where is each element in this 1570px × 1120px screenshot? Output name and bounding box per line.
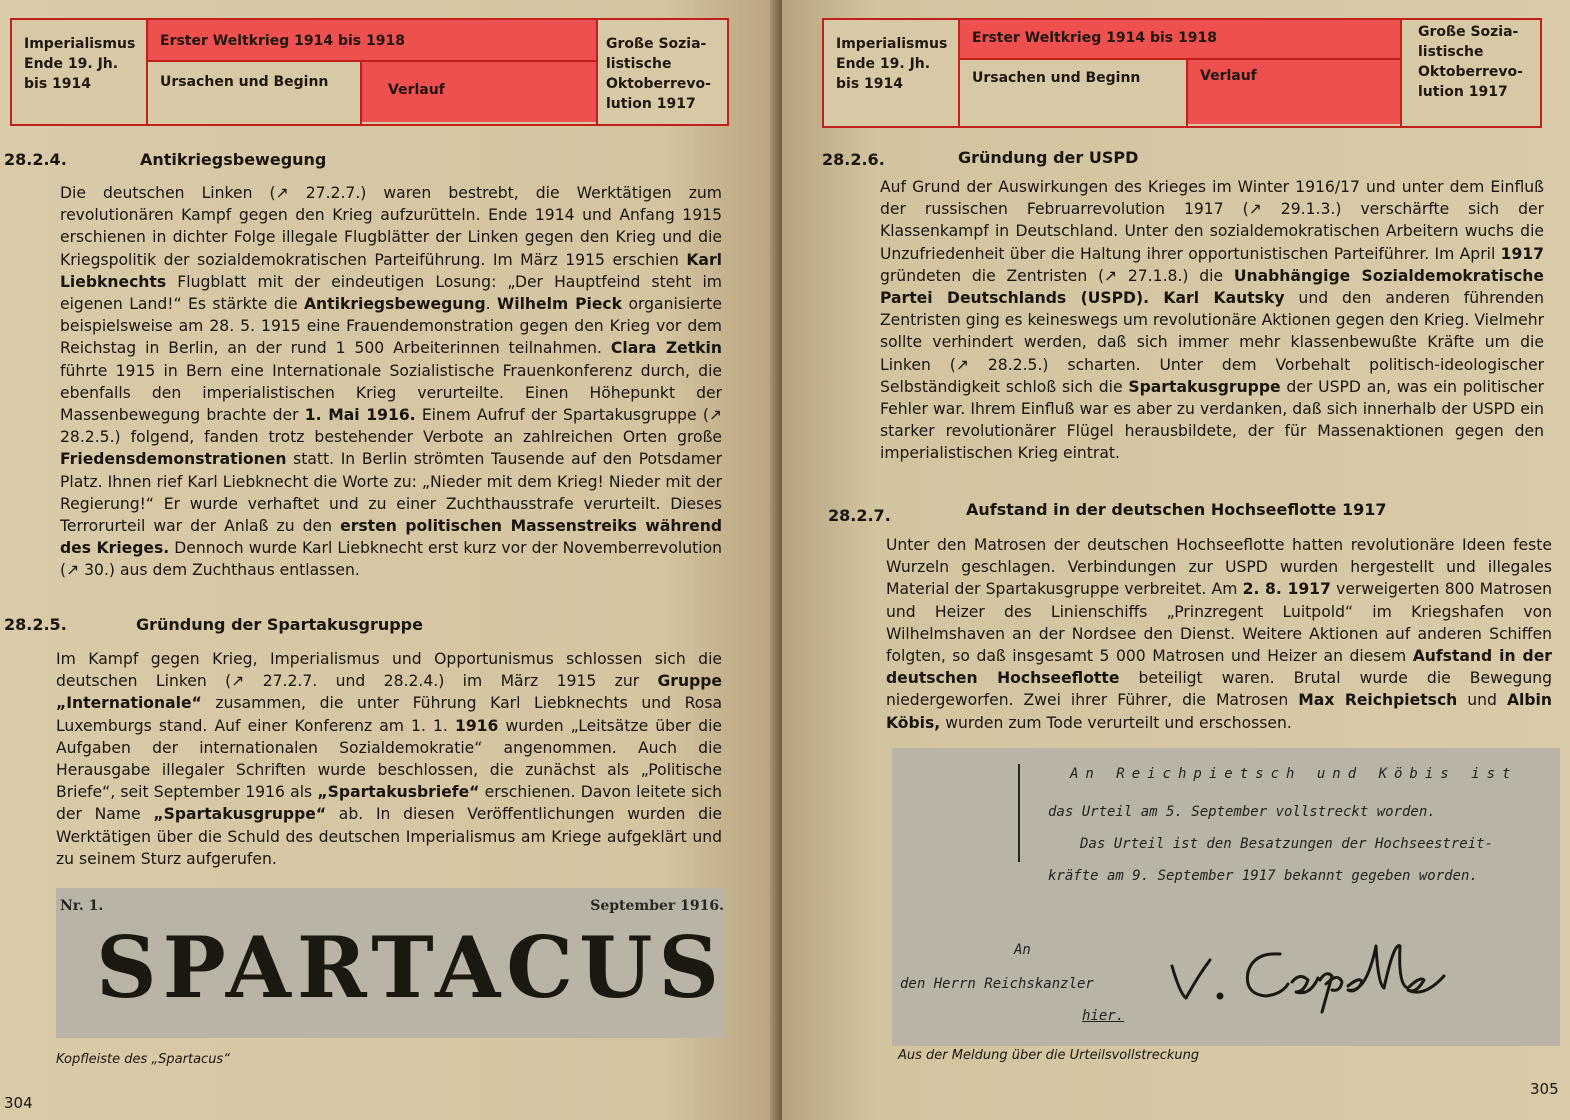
header-col1-line: Imperialismus	[24, 36, 136, 52]
page-number: 305	[1530, 1080, 1559, 1098]
header-causes: Ursachen und Beginn	[160, 74, 329, 90]
document-line: An Reichpietsch und Köbis ist	[1070, 766, 1518, 782]
section-title: Gründung der Spartakusgruppe	[136, 615, 423, 634]
section-number: 28.2.6.	[822, 150, 885, 169]
section-title: Antikriegsbewegung	[140, 150, 327, 169]
header-course: Verlauf	[362, 62, 596, 122]
header-col4-line: Große Sozia-	[606, 36, 707, 52]
header-col4-line: lution 1917	[606, 96, 696, 112]
header-col1-line: Imperialismus	[836, 36, 948, 52]
masthead-title: SPARTACUS	[96, 918, 726, 1017]
chapter-header-left	[10, 18, 729, 126]
section-paragraph-uspd: Auf Grund der Auswirkungen des Krieges im Winter 1916/17 und unter dem Einfluß der russischen Februarrevolution 1917 (↗ 29.1.3.) verschärfte sich der Klassenkampf in Deutschland. Unter den sozialdemokratischen Arbeitern wuchs die Unzufriedenheit über die Haltung ihrer opportunistischen Parteiführer. Im April 1917 gründeten die Zentristen (↗ 27.1.8.) die Unabhängige Sozialdemokratische Partei Deutschlands (USPD). Karl Kautsky und den anderen führenden Zentristen ging es keineswegs um revolutionäre Aktionen gegen den Krieg. Vielmehr sollte verhindert werden, daß sich immer mehr klassenbewußte Kräfte um die Linken (↗ 28.2.5.) scharten. Unter dem Vorbehalt politisch-ideologischer Selbständigkeit schloß sich die Spartakusgruppe der USPD an, was ein politischer Fehler war. Ihrem Einfluß war es aber zu verdanken, daß sich innerhalb der USPD ein starker revolutionärer Flügel herausbildete, der für Massenaktionen gegen den imperialistischen Krieg eintrat.	[880, 178, 1544, 463]
header-col4-line: Große Sozia-	[1418, 24, 1519, 40]
document-line: das Urteil am 5. September vollstreckt worden.	[1048, 804, 1436, 820]
page-number: 304	[4, 1094, 33, 1112]
document-line: Das Urteil ist den Besatzungen der Hochseestreit-	[1080, 836, 1494, 852]
section-number: 28.2.7.	[828, 506, 891, 525]
header-war-title: Erster Weltkrieg 1914 bis 1918	[960, 20, 1400, 58]
header-col1	[24, 34, 144, 94]
spartacus-masthead-figure	[56, 888, 726, 1038]
issue-number: Nr. 1.	[60, 898, 104, 914]
execution-report-figure	[892, 748, 1560, 1046]
header-col1-line: Ende 19. Jh.	[24, 56, 119, 72]
header-col1	[836, 34, 956, 94]
section-title: Aufstand in der deutschen Hochseeflotte 1917	[966, 500, 1387, 519]
header-col1-line: bis 1914	[24, 76, 91, 92]
chapter-header-right	[822, 18, 1542, 128]
header-col4-line: Oktoberrevo-	[606, 76, 711, 92]
header-col1-line: bis 1914	[836, 76, 903, 92]
header-col4-line: listische	[606, 56, 672, 72]
section-number: 28.2.5.	[4, 615, 67, 634]
signature-image	[1162, 936, 1452, 1016]
section-number: 28.2.4.	[4, 150, 67, 169]
section-paragraph-hochseeflotte: Unter den Matrosen der deutschen Hochseeflotte hatten revolutionäre Ideen feste Wurzeln geschlagen. Verbindungen zur USPD wurden hergestellt und illegales Material der Spartakusgruppe verbreitet. Am 2. 8. 1917 verweigerten 800 Matrosen und Heizer des Linienschiffs „Prinzregent Luitpold“ im Kriegshafen von Wilhelmshaven an der Nordsee den Dienst. Weitere Aktionen auf anderen Schiffen folgten, so daß insgesamt 5 000 Matrosen und Heizer an diesem Aufstand in der deutschen Hochseeflotte beteiligt waren. Brutal wurde die Bewegung niedergeworfen. Zwei ihrer Führer, die Matrosen Max Reichpietsch und Albin Köbis, wurden zum Tode verurteilt und erschossen.	[886, 536, 1552, 732]
section-paragraph-spartakusgruppe: Im Kampf gegen Krieg, Imperialismus und Opportunismus schlossen sich die deutschen Linken (↗ 27.2.7. und 28.2.4.) im März 1915 zur Gruppe „Internationale“ zusammen, die unter Führung Karl Liebknechts und Rosa Luxemburgs stand. Auf einer Konferenz am 1. 1. 1916 wurden „Leitsätze über die Aufgaben der internationalen Sozialdemokratie“ angenommen. Auch die Herausgabe illegaler Schriften wurde beschlossen, die zunächst als „Politische Briefe“, seit September 1916 als „Spartakusbriefe“ erschienen. Davon leitete sich der Name „Spartakusgruppe“ ab. In diesen Veröffentlichungen wurden die Werktätigen über die Schuld des deutschen Imperialismus am Kriege aufgeklärt und zu seinem Sturz aufgerufen.	[56, 650, 722, 868]
right-page	[782, 0, 1570, 1120]
left-page	[0, 0, 778, 1120]
header-war-title: Erster Weltkrieg 1914 bis 1918	[148, 20, 596, 60]
header-course: Verlauf	[1188, 60, 1400, 124]
header-col1-line: Ende 19. Jh.	[836, 56, 931, 72]
figure-caption: Aus der Meldung über die Urteilsvollstreckung	[898, 1048, 1200, 1063]
document-line: hier.	[1082, 1008, 1125, 1024]
section-title: Gründung der USPD	[958, 148, 1139, 167]
document-line: An	[1014, 942, 1031, 958]
header-col4	[1418, 22, 1536, 102]
header-col4-line: listische	[1418, 44, 1484, 60]
header-causes: Ursachen und Beginn	[972, 70, 1141, 86]
header-col4-line: Oktoberrevo-	[1418, 64, 1523, 80]
document-line: den Herrn Reichskanzler	[900, 976, 1094, 992]
issue-date: September 1916.	[590, 898, 724, 914]
figure-caption: Kopfleiste des „Spartacus“	[56, 1052, 230, 1067]
section-paragraph-antikriegsbewegung: Die deutschen Linken (↗ 27.2.7.) waren bestrebt, die Werktätigen zum revolutionären Kampf gegen den Krieg aufzurütteln. Ende 1914 und Anfang 1915 erschienen in dichter Folge illegale Flugblätter der Linken gegen den Krieg und die Kriegspolitik der sozialdemokratischen Parteiführung. Im März 1915 erschien Karl Liebknechts Flugblatt mit der eindeutigen Losung: „Der Hauptfeind steht im eigenen Land!“ Es stärkte die Antikriegsbewegung. Wilhelm Pieck organisierte beispielsweise am 28. 5. 1915 eine Frauendemonstration gegen den Krieg vor dem Reichstag in Berlin, an der rund 1 500 Arbeiterinnen teilnahmen. Clara Zetkin führte 1915 in Bern eine Internationale Sozialistische Frauenkonferenz durch, die ebenfalls den imperialistischen Krieg verurteilte. Einen Höhepunkt der Massenbewegung brachte der 1. Mai 1916. Einem Aufruf der Spartakusgruppe (↗ 28.2.5.) folgend, fanden trotz bestehender Verbote an zahlreichen Orten große Friedensdemonstrationen statt. In Berlin strömten Tausende auf den Potsdamer Platz. Ihnen rief Karl Liebknecht die Worte zu: „Nieder mit dem Krieg! Nieder mit der Regierung!“ Er wurde verhaftet und zu einer Zuchthausstrafe verurteilt. Dieses Terrorurteil war der Anlaß zu den ersten politischen Massenstreiks während des Krieges. Dennoch wurde Karl Liebknecht erst kurz vor der Novemberrevolution (↗ 30.) aus dem Zuchthaus entlassen.	[60, 184, 723, 580]
header-col4-line: lution 1917	[1418, 84, 1508, 100]
header-col4	[606, 34, 721, 114]
document-line: kräfte am 9. September 1917 bekannt gegeben worden.	[1048, 868, 1478, 884]
